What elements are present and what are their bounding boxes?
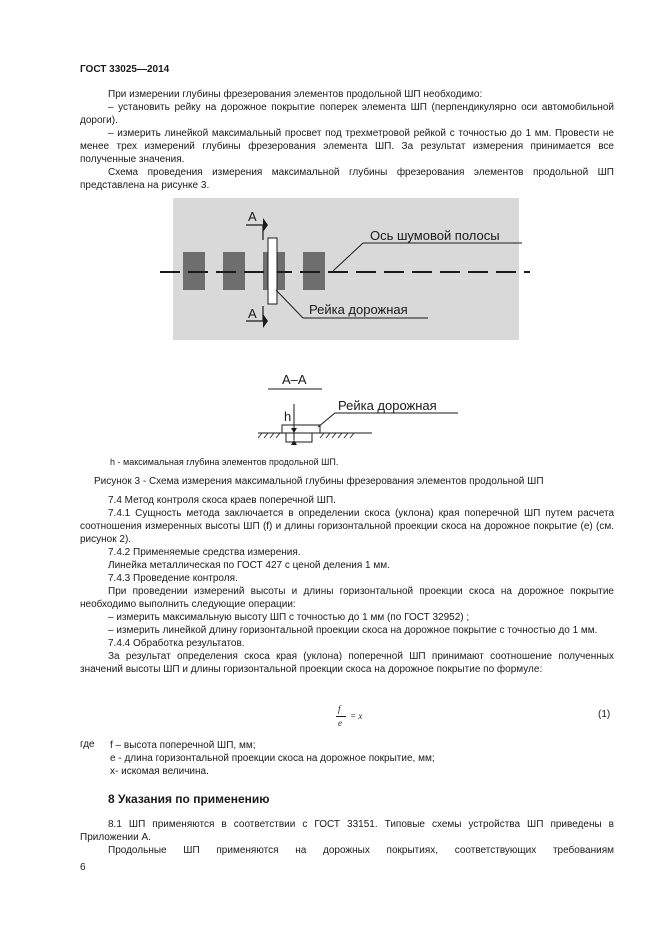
section-rail <box>282 425 320 433</box>
where-label: где <box>80 739 95 750</box>
figure-note: h - максимальная глубина элементов продольной ШП. <box>110 457 339 467</box>
paragraph: 8.1 ШП применяются в соответствии с ГОСТ 33151. Типовые схемы устройства ШП приведены в Приложении А. <box>80 819 614 843</box>
variable-definitions <box>110 739 610 778</box>
paragraph: 7.4.1 Сущность метода заключается в определении скоса (уклона) края поперечной ШП путем расчета соотношения измеренных высоты ШП (f) и длины горизонтальной проекции скоса на дорожное покрытие (e) (см. рисунок 2). <box>80 508 614 545</box>
groove-profile <box>286 433 312 442</box>
paragraph: 7.4.4 Обработка результатов. <box>108 638 245 649</box>
definition-item: x- искомая величина. <box>110 766 209 777</box>
section-title: A–A <box>282 372 307 387</box>
section-7-4 <box>80 494 614 676</box>
paragraph: Схема проведения измерения максимальной глубины фрезерования элементов продольной ШП представлена на рисунке 3. <box>80 167 614 191</box>
axis-label: Ось шумовой полосы <box>370 228 500 243</box>
section-rail-label: Рейка дорожная <box>338 398 437 413</box>
paragraph: Продольные ШП применяются на дорожных покрытиях, соответствующих требованиям <box>108 845 614 856</box>
section-letter-top: A <box>248 209 257 224</box>
paragraph: При измерении глубины фрезерования элементов продольной ШП необходимо: <box>108 89 483 100</box>
paragraph: 7.4 Метод контроля скоса краев поперечной ШП. <box>108 495 336 506</box>
section-letter-bottom: A <box>248 306 257 321</box>
paragraph: – установить рейку на дорожное покрытие поперек элемента ШП (перпендикулярно оси автомобильной дороги). <box>80 102 614 126</box>
figure-caption: Рисунок 3 - Схема измерения максимальной глубины фрезерования элементов продольной ШП <box>94 476 544 487</box>
section-8-text <box>80 818 614 857</box>
paragraph: 7.4.2 Применяемые средства измерения. <box>108 547 301 558</box>
definition-item: f – высота поперечной ШП, мм; <box>110 740 256 751</box>
formula-numerator: f <box>338 704 341 714</box>
document-header: ГОСТ 33025—2014 <box>80 64 170 75</box>
paragraph: – измерить максимальную высоту ШП с точностью до 1 мм (по ГОСТ 32952) ; <box>108 612 470 623</box>
paragraph: При проведении измерений высоты и длины горизонтальной проекции скоса на дорожное покрытие необходимо выполнить следующие операции: <box>80 586 614 610</box>
section-heading: 8 Указания по применению <box>108 792 270 806</box>
rail-label: Рейка дорожная <box>309 302 408 317</box>
road-rail <box>268 238 277 304</box>
formula-fraction-bar <box>336 716 346 717</box>
definition-item: e - длина горизонтальной проекции скоса на дорожное покрытие, мм; <box>110 753 435 764</box>
ground-hatching <box>258 433 354 438</box>
h-label: h <box>284 409 292 424</box>
paragraph: За результат определения скоса края (уклона) поперечной ШП принимают соотношение полученных значений высоты ШП и длины горизонтальной проекции скоса на дорожное покрытие по формуле: <box>80 651 614 675</box>
page-number: 6 <box>80 862 86 873</box>
formula-rhs: = x <box>350 711 363 721</box>
section-rail-leader <box>318 413 335 427</box>
formula-denominator: e <box>338 718 342 728</box>
paragraph: – измерить линейкой максимальный просвет под трехметровой рейкой с точностью до 1 мм. Провести не менее трех измерений глубины фрезерования элемента ШП. За результат измерения принимается все полученные значения. <box>80 128 614 165</box>
paragraph: 7.4.3 Проведение контроля. <box>108 573 238 584</box>
paragraph: Линейка металлическая по ГОСТ 427 с ценой деления 1 мм. <box>108 560 390 571</box>
equation-number: (1) <box>598 709 611 720</box>
paragraph: – измерить линейкой длину горизонтальной проекции скоса на дорожное покрытие с точностью до 1 мм. <box>108 625 598 636</box>
